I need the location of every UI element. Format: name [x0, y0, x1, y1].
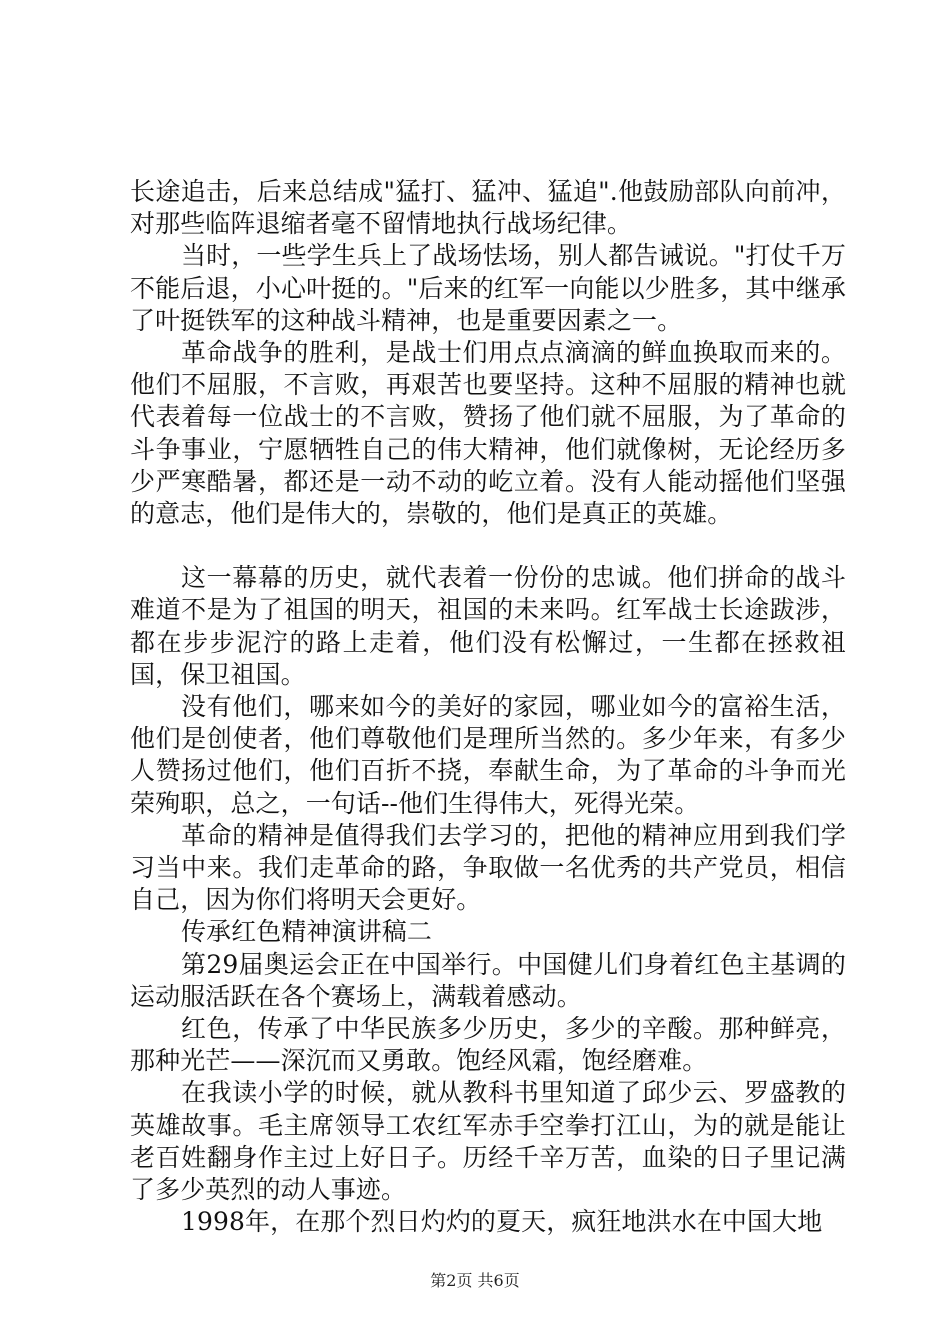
page-number: 第2页 共6页 [430, 1271, 520, 1290]
paragraph: 第29届奥运会正在中国举行。中国健儿们身着红色主基调的运动服活跃在各个赛场上，满载着感动。 [130, 949, 846, 1011]
section-heading: 传承红色精神演讲稿二 [181, 917, 433, 947]
paragraph: 1998年，在那个烈日灼灼的夏天，疯狂地洪水在中国大地 [181, 1207, 823, 1237]
paragraph: 革命的精神是值得我们去学习的，把他的精神应用到我们学习当中来。我们走革命的路，争取做一名优秀的共产党员，相信自己，因为你们将明天会更好。 [130, 820, 846, 915]
page-footer [0, 1271, 950, 1291]
paragraph-continuation: 长途追击，后来总结成"猛打、猛冲、猛追".他鼓励部队向前冲，对那些临阵退缩者毫不留情地执行战场纪律。 [130, 177, 846, 239]
paragraph: 革命战争的胜利，是战士们用点点滴滴的鲜血换取而来的。他们不屈服，不言败，再艰苦也要坚持。这种不屈服的精神也就代表着每一位战士的不言败，赞扬了他们就不屈服，为了革命的斗争事业，宁愿牺牲自己的伟大精神，他们就像树，无论经历多少严寒酷暑，都还是一动不动的屹立着。没有人能动摇他们坚强的意志，他们是伟大的，崇敬的，他们是真正的英雄。 [130, 338, 846, 529]
paragraph: 在我读小学的时候，就从教科书里知道了邱少云、罗盛教的英雄故事。毛主席领导工农红军赤手空拳打江山，为的就是能让老百姓翻身作主过上好日子。历经千辛万苦，血染的日子里记满了多少英烈的动人事迹。 [130, 1078, 846, 1205]
paragraph: 红色，传承了中华民族多少历史，多少的辛酸。那种鲜亮，那种光芒——深沉而又勇敢。饱经风霜，饱经磨难。 [130, 1014, 846, 1076]
paragraph: 当时，一些学生兵上了战场怯场，别人都告诫说。"打仗千万不能后退，小心叶挺的。"后来的红军一向能以少胜多，其中继承了叶挺铁军的这种战斗精神，也是重要因素之一。 [130, 241, 846, 335]
document-body [130, 176, 846, 1239]
paragraph: 没有他们，哪来如今的美好的家园，哪业如今的富裕生活，他们是创使者，他们尊敬他们是理所当然的。多少年来，有多少人赞扬过他们，他们百折不挠，奉献生命，为了革命的斗争而光荣殉职，总之，一句话--他们生得伟大，死得光荣。 [130, 692, 846, 818]
paragraph: 这一幕幕的历史，就代表着一份份的忠诚。他们拼命的战斗难道不是为了祖国的明天，祖国的未来吗。红军战士长途跋涉，都在步步泥泞的路上走着，他们没有松懈过，一生都在拯救祖国，保卫祖国。 [130, 563, 846, 689]
